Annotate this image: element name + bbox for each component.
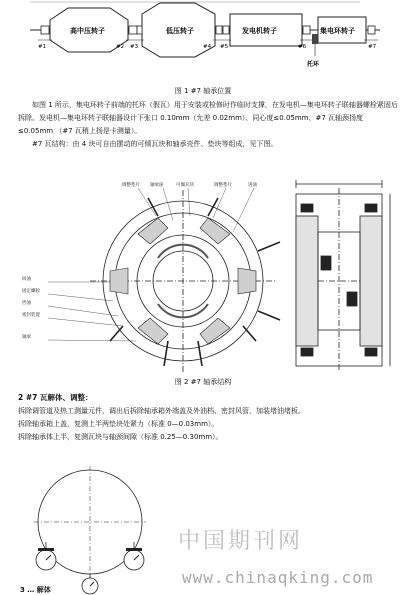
collector-rotor-label: 集电环转子: [320, 27, 355, 35]
fig2-label-2: 轴承座: [150, 183, 164, 188]
bearing-2-label: #2: [116, 44, 125, 50]
figure2-caption: 图 2 #7 轴承结构: [174, 378, 232, 386]
fig2-label-9: 密封装置: [22, 313, 40, 318]
bearing-5-shape: [223, 26, 229, 34]
lp-rotor-label: 低压转子: [166, 27, 194, 35]
next-section-partial: 3 … 解体: [20, 586, 51, 594]
step-2: 拆除轴承箱上盖，复测上半两垫块处紧力（标准 0—0.03mm）。: [18, 420, 219, 428]
fig2-label-1: 调整垫片: [122, 183, 140, 188]
watermark-chinese: 中国期刊网: [178, 529, 304, 554]
figure1-caption: 图 1 #7 轴承位置: [174, 87, 232, 95]
fig2-label-10: 轴承: [22, 335, 31, 340]
fig2-label-4: 调整垫片: [214, 183, 232, 188]
paragraph-1: 如图 1 所示，集电环转子前端的托环（假瓦）用于安装或检修时作临时支撑，在发电机—集电环转子联轴器螺栓紧固后拆除。发电机—集电环转子联轴器设计下张口 0.10mm（允差 0.02mm）、同心度≤0.05mm、#7 瓦轴颈扬度≤0.05mm （#7 瓦稍上扬是卡测量）。: [18, 101, 398, 135]
dial-gauge-figure: [20, 462, 180, 595]
paragraph-2: #7 瓦结构：由 4 块可自由摆动的可倾瓦块和轴承壳件、垫块等组成，见下图。: [32, 140, 278, 148]
bearing-1-shape: [41, 26, 49, 34]
intro-paragraphs: [18, 99, 398, 151]
fig2-label-6: 回油: [22, 277, 31, 282]
fig2-label-5: 进油: [248, 183, 257, 188]
bearing-6-shape: [303, 26, 310, 34]
step-3: 拆除轴承体上半，复测瓦块与轴颈间隙（标准 0.25—0.30mm）。: [18, 433, 223, 441]
support-ring-shape: [312, 34, 318, 44]
bearing-4-shape: [216, 26, 222, 34]
section-heading: 2 #7 瓦解体、调整：: [18, 393, 93, 402]
bearing-7-shape: [368, 26, 375, 34]
bearing-structure-figure: [18, 176, 406, 374]
bearing-front-view: [90, 190, 280, 372]
watermark-url: www.chinaqking.com: [182, 568, 374, 587]
bearing-1-label: #1: [38, 44, 47, 50]
bearing-side-view: [296, 180, 390, 372]
bearing-4-label: #4: [203, 44, 212, 50]
support-ring-label: 托环: [307, 61, 320, 68]
bearing-7-label: #7: [368, 44, 377, 50]
bearing-6-label: #6: [298, 44, 307, 50]
step-1: 拆除调管道及热工测量元件，调出后拆除轴承箱外端盖及外油档、密封风管，加装堵油堵板。: [18, 407, 305, 415]
fig2-label-3: 可倾瓦块: [176, 183, 194, 188]
section-steps: [18, 405, 398, 444]
shaft-schematic-figure: [0, 0, 406, 80]
hp-ip-rotor-label: 高中压转子: [70, 27, 105, 35]
fig2-label-7: 固定螺栓: [22, 289, 40, 294]
fig2-label-8: 挡油: [22, 301, 31, 306]
bearing-3-label: #3: [130, 44, 139, 50]
bearing-3-shape: [137, 26, 142, 34]
bearing-2-shape: [129, 26, 137, 34]
bearing-5-label: #5: [220, 44, 229, 50]
generator-rotor-label: 发电机转子: [242, 27, 277, 35]
